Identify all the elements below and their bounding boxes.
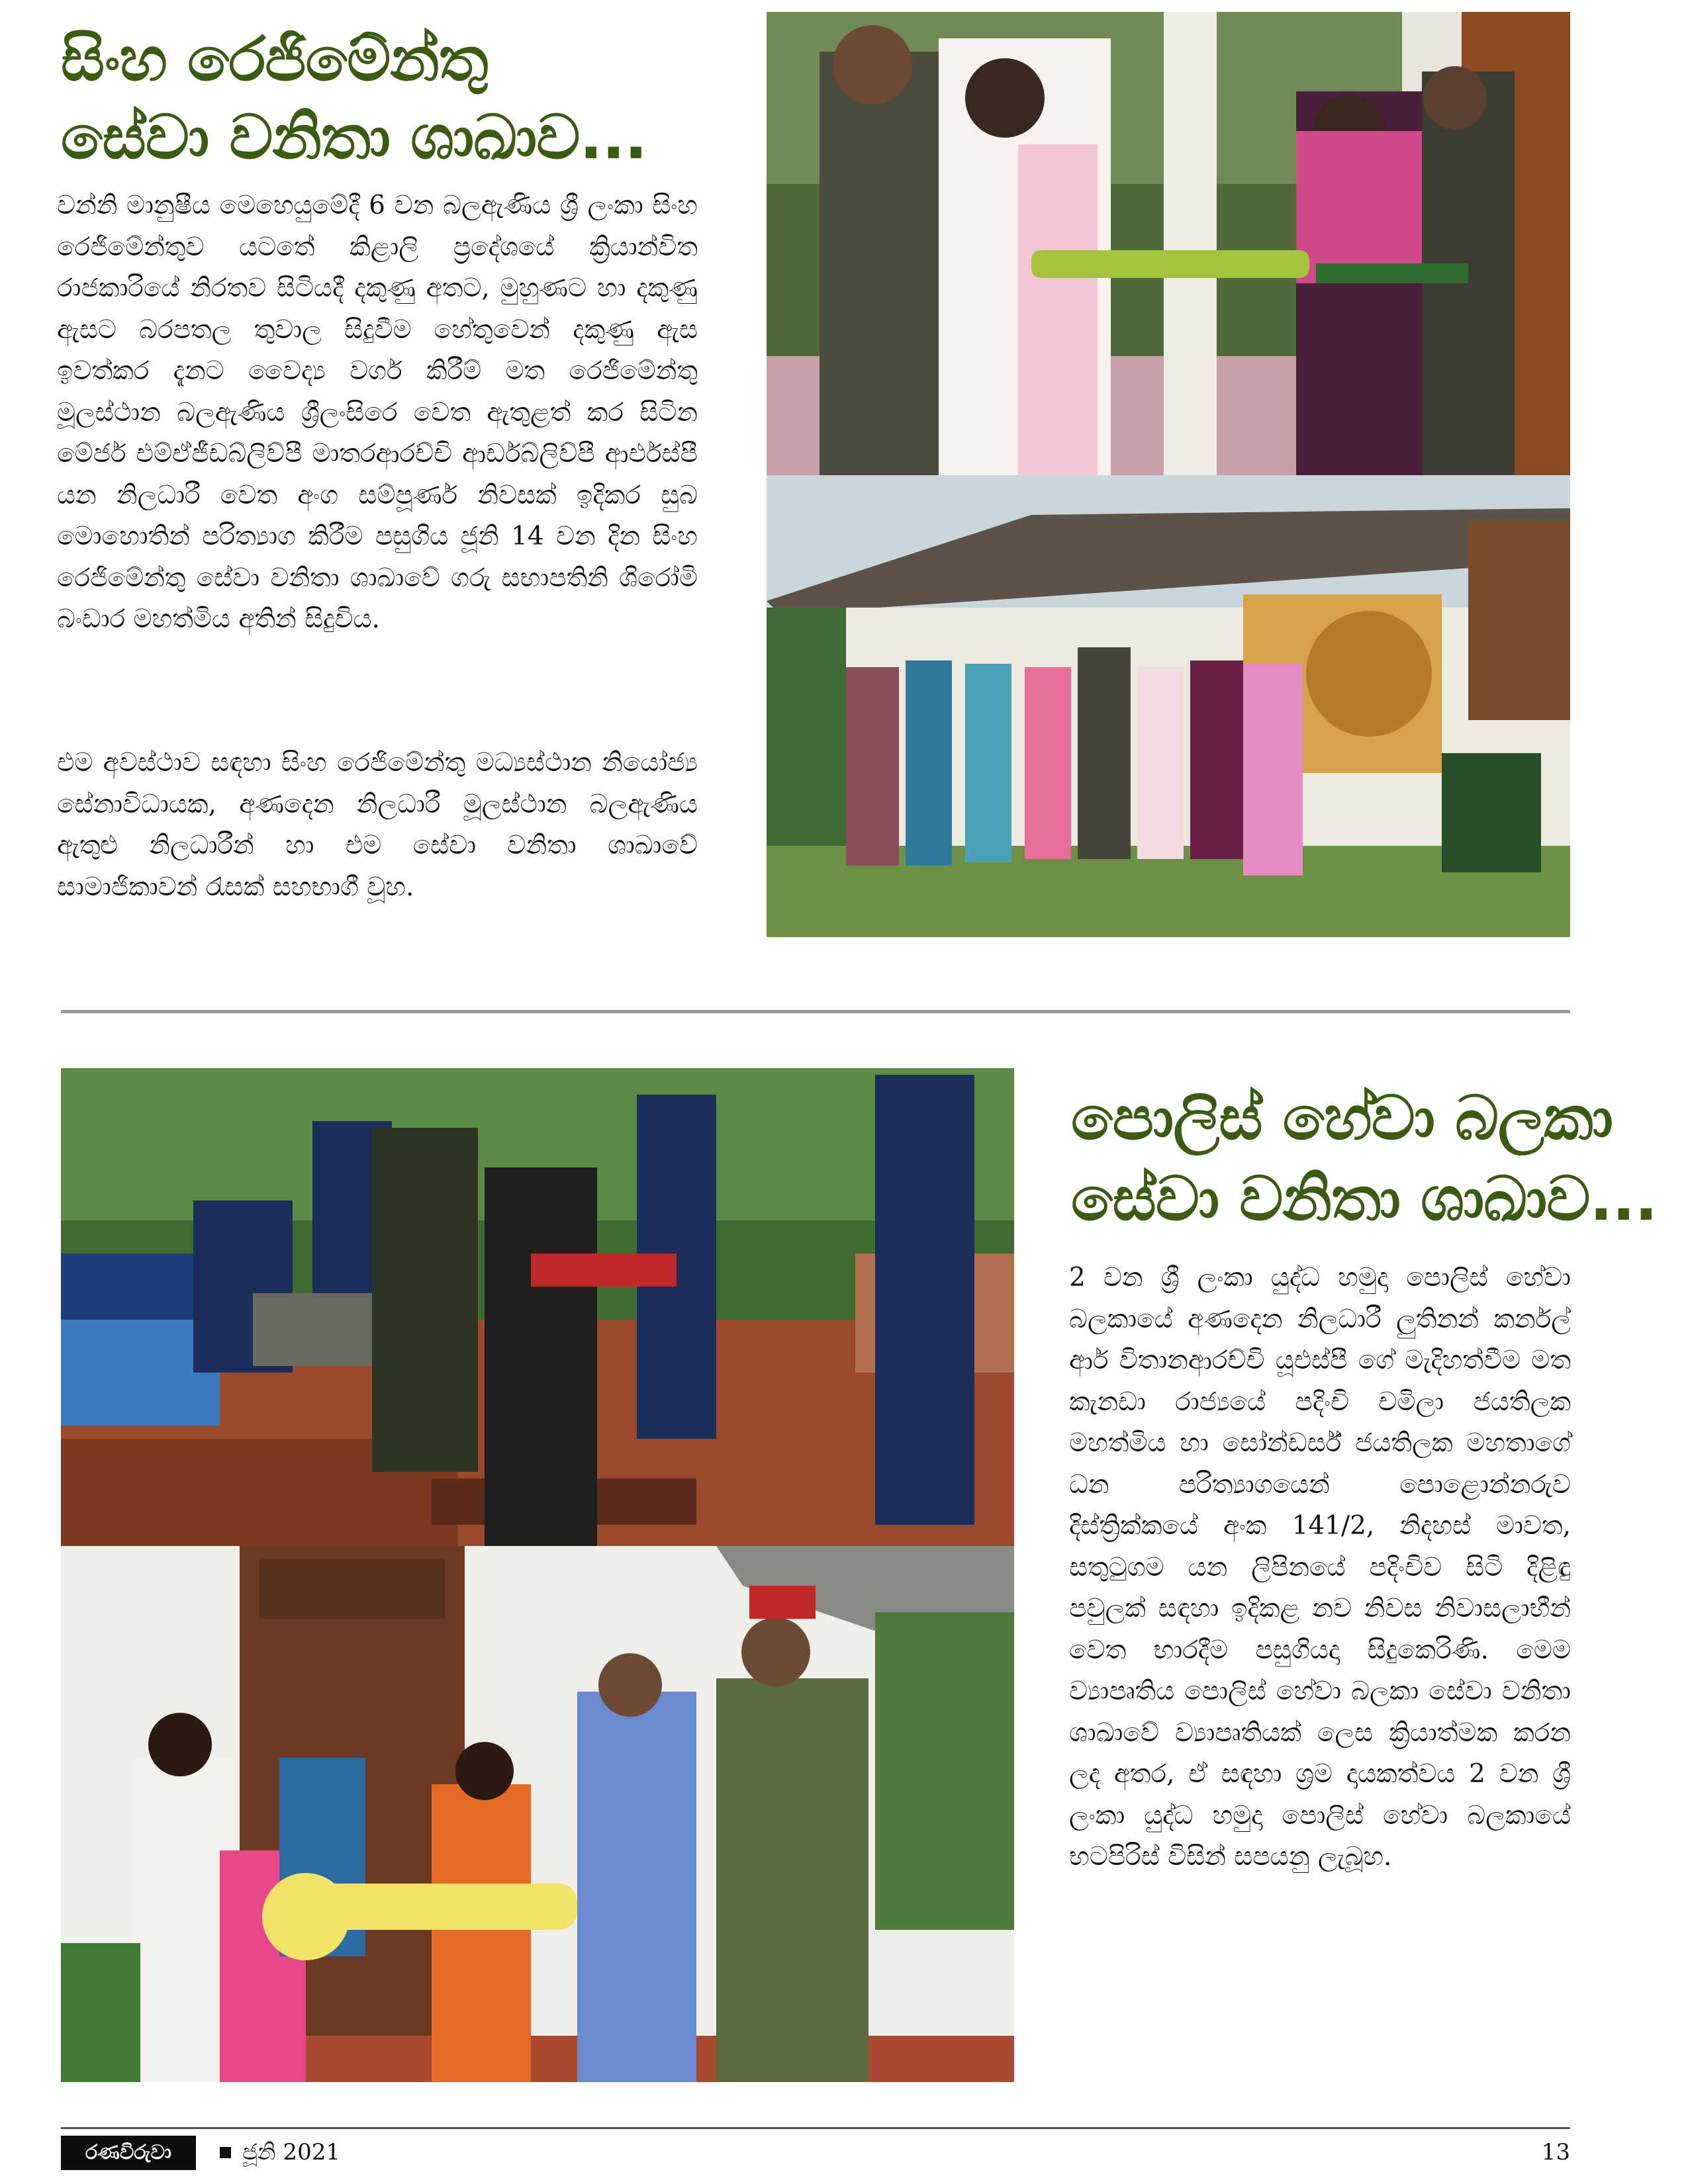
article2-title-line1: පොලිස් හේවා බලකා [1071,1083,1613,1154]
footer-square-bullet [220,2147,231,2158]
article2-title-line2: සේවා වනිතා ශාඛාව... [1071,1163,1658,1234]
footer-magazine-name: රණවිරුවා [61,2136,196,2170]
article2-paragraph-1: 2 වන ශ්‍රී ලංකා යුද්ධ හමුදා පොලිස් හේවා බලකායේ අණදෙන නිලධාරී ලුතිනන් කර්නල් ආර් විතානආරච්චි යූඑස්පී ගේ මැදිහත්වීම මත කැනඩා රාජ්‍යයේ පදිංචි චමිලා ජයතිලක මහත්මිය හා සෝන්ඩර්ස් ජයතිලක මහතාගේ ධන පරිත්‍යාගයෙන් පොළොන්නරුව දිස්ත්‍රික්කයේ අංක 141/2, නිදහස් මාවත, සතුටුගම යන ලිපිනයේ පදිංචිව සිටි දිළිඳු පවුලක් සඳහා ඉදිකළ නව නිවස නිවාසලාභීන් වෙත භාරදීම පසුගියදා සිදුකෙරිණි. මෙම ව්‍යාපෘතිය පොලිස් හේවා බලකා සේවා වනිතා ශාඛාවේ ව්‍යාපෘතියක් ලෙස ක්‍රියාත්මක කරන ලද අතර, ඒ සඳහා ශ්‍රම දායකත්වය 2 වන ශ්‍රී ලංකා යුද්ධ හමුදා පොලිස් හේවා බලකායේ භටපිරිස් විසින් සපයනු ලැබූහ. [1069,1263,1571,1872]
footer-issue-date: ජූනි 2021 [242,2139,340,2165]
article1-paragraph-2: එම අවස්ථාව සඳහා සිංහ රෙජිමේන්තු මධ්‍යස්ථාන නියෝජ්‍ය සේනාවිධායක, අණදෙන නිලධාරී මූලස්ථාන බලඇණිය ඇතුළු නිලධාරීන් හා එම සේවා වනිතා ශාඛාවේ සාමාජිකාවන් රැසක් සහභාගී වූහ. [57,748,698,902]
photo-group-in-front-of-house [767,475,1570,937]
article1-paragraph-1: වන්නි මානුෂීය මෙහෙයුමේදී 6 වන බලඇණිය ශ්‍රී ලංකා සිංහ රෙජිමේන්තුව යටතේ කිළාලි ප්‍රදේශයේ ක්‍රියාන්විත රාජකාරියේ නිරතව සිටියදී දකුණු අතට, මුහුණට හා දකුණු ඇසට බරපතල තුවාල සිදුවීම හේතුවෙන් දකුණු ඇස ඉවත්කර දැනට වෛද්‍ය වර්ග කිරීම් මත රෙජිමේන්තු මූලස්ථාන බලඇණිය ශ්‍රීලංසිරෙ වෙත ඇතුළත් කර සිටින මේජර් එම්ඒජීඩබ්ලිව්පී මාතරආරච්චි ආර්ඩබ්ලිව්පී ආර්එස්පී යන නිලධාරී වෙත අංග සම්පූර්ණ නිවසක් ඉදිකර සුබ මොහොතින් පරිත්‍යාග කිරීම පසුගිය ජූනි 14 වන දින සිංහ රෙජිමේන්තු සේවා වනිතා ශාඛාවේ ගරු සභාපතිනි ශිරෝමි බංඩාර මහත්මිය අතින් සිදුවිය. [57,191,698,634]
article1-title-line1: සිංහ රෙජිමේන්තු [61,24,488,95]
footer-rule [61,2127,1570,2129]
photo-new-house-key-handover [61,1546,1014,2082]
photo-key-handover-ceremony [767,12,1570,475]
section-divider [61,1010,1570,1013]
photo-foundation-laying [61,1068,1014,1546]
footer-page-number: 13 [1541,2139,1570,2165]
article1-title-line2: සේවා වනිතා ශාඛාව... [61,102,647,173]
